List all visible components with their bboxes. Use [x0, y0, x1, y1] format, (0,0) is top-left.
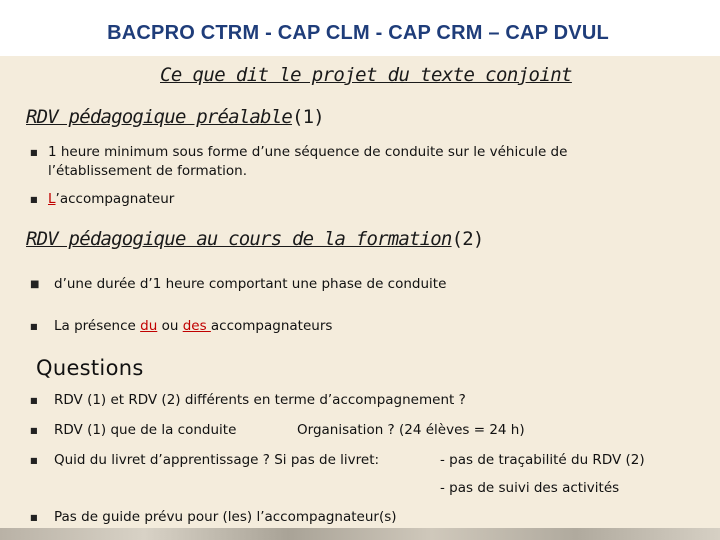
- list-item-text: ou: [157, 318, 183, 334]
- list-item: [48, 143, 567, 181]
- list-item-line: l’établissement de formation.: [48, 163, 248, 179]
- square-bullet-icon: ■: [30, 148, 38, 157]
- square-bullet-icon: ■: [30, 195, 38, 204]
- decorative-image-strip: [0, 528, 720, 540]
- section-heading-rdv-prealable: [26, 106, 324, 128]
- section-heading-text: RDV pédagogique au cours de la formation: [26, 228, 452, 250]
- list-item-line: 1 heure minimum sous forme d’une séquence de conduite sur le véhicule de: [48, 144, 568, 160]
- list-item: [48, 190, 174, 209]
- questions-heading: Questions: [36, 356, 144, 380]
- question-note: - pas de suivi des activités: [440, 480, 620, 496]
- square-bullet-icon: ■: [30, 396, 38, 405]
- question-item: RDV (1) que de la conduite: [54, 422, 237, 438]
- page-title: BACPRO CTRM - CAP CLM - CAP CRM – CAP DVUL: [107, 22, 609, 44]
- highlighted-text: du: [140, 318, 158, 334]
- square-bullet-icon: ■: [30, 322, 38, 331]
- square-bullet-icon: ■: [30, 426, 38, 435]
- question-item: Pas de guide prévu pour (les) l’accompagnateur(s): [54, 509, 397, 525]
- list-item-text: accompagnateurs: [210, 318, 333, 334]
- list-item: [54, 317, 332, 336]
- list-item: d’une durée d’1 heure comportant une phase de conduite: [54, 276, 447, 292]
- list-item-text: ’accompagnateur: [55, 191, 175, 207]
- question-item: Quid du livret d’apprentissage ? Si pas de livret:: [54, 452, 380, 468]
- highlighted-text: des: [182, 318, 211, 334]
- header-bar: [0, 0, 720, 56]
- slide-subtitle: Ce que dit le projet du texte conjoint: [160, 64, 572, 86]
- square-bullet-icon: ■: [30, 456, 38, 465]
- question-item: RDV (1) et RDV (2) différents en terme d’accompagnement ?: [54, 392, 466, 408]
- highlighted-text: L: [48, 191, 56, 207]
- section-heading-rdv-formation: [26, 228, 483, 250]
- list-item-text: La présence: [54, 318, 141, 334]
- section-heading-text: RDV pédagogique préalable: [26, 106, 292, 128]
- section-heading-number: (2): [451, 228, 484, 250]
- section-heading-number: (1): [291, 106, 324, 128]
- square-bullet-icon: ■: [30, 513, 38, 522]
- square-bullet-icon: ■: [30, 279, 40, 290]
- question-note: Organisation ? (24 élèves = 24 h): [297, 422, 525, 438]
- question-note: - pas de traçabilité du RDV (2): [440, 452, 645, 468]
